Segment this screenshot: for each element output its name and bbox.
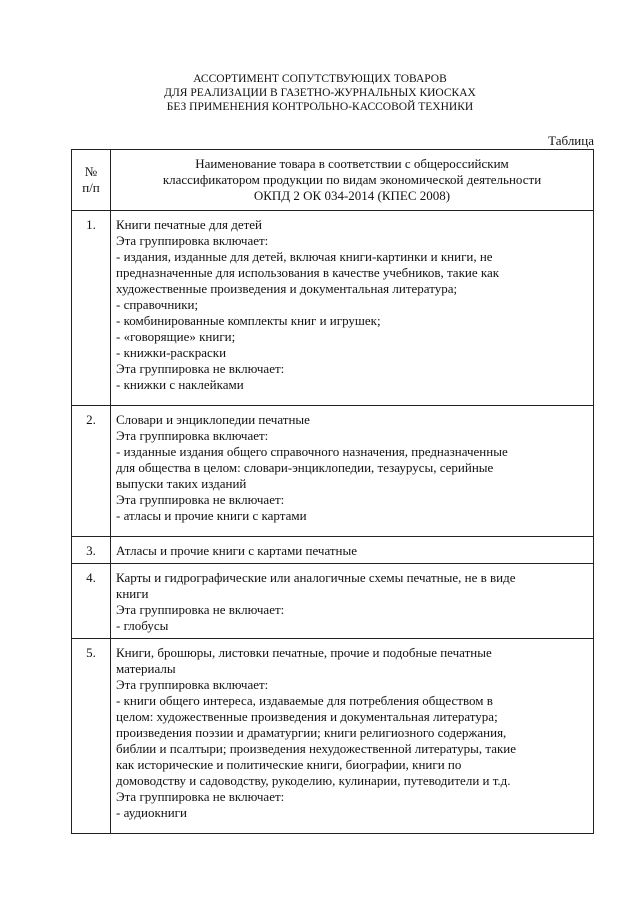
description-line: произведения поэзии и драматургии; книги религиозного содержания,: [116, 725, 507, 740]
row-description: [111, 406, 594, 537]
row-number: 2.: [72, 406, 111, 537]
header-num-label: п/п: [82, 180, 100, 195]
header-name-cell: [111, 150, 594, 211]
document-title: [0, 72, 640, 114]
description-line: домоводству и садоводству, рукоделию, кулинарии, путеводители и т.д.: [116, 773, 511, 788]
assortment-table: [71, 149, 594, 834]
description-line: - комбинированные комплекты книг и игрушек;: [116, 313, 381, 328]
table-row: [72, 406, 594, 537]
description-line: - аудиокниги: [116, 805, 187, 820]
description-line: книги: [116, 586, 149, 601]
row-number: 5.: [72, 639, 111, 834]
title-line-3: БЕЗ ПРИМЕНЕНИЯ КОНТРОЛЬНО-КАССОВОЙ ТЕХНИКИ: [166, 101, 474, 113]
title-line-2: ДЛЯ РЕАЛИЗАЦИИ В ГАЗЕТНО-ЖУРНАЛЬНЫХ КИОСКАХ: [164, 87, 476, 99]
description-line: - справочники;: [116, 297, 199, 312]
description-line: - изданные издания общего справочного назначения, предназначенные: [116, 444, 508, 459]
description-line: для общества в целом: словари-энциклопедии, тезаурусы, серийные: [116, 460, 494, 475]
description-line: художественные произведения и документальная литература;: [116, 281, 458, 296]
description-line: предназначенные для использования в качестве учебников, такие как: [116, 265, 500, 280]
description-line: Книги, брошюры, листовки печатные, прочие и подобные печатные: [116, 645, 492, 660]
row-description: [111, 639, 594, 834]
description-line: Эта группировка не включает:: [116, 789, 285, 804]
header-name-line: классификатором продукции по видам экономической деятельности: [162, 172, 542, 187]
description-line: как исторические и политические книги, биографии, книги по: [116, 757, 462, 772]
description-line: - «говорящие» книги;: [116, 329, 236, 344]
description-line: Книги печатные для детей: [116, 217, 263, 232]
table-row: [72, 564, 594, 639]
description-line: - издания, изданные для детей, включая книги-картинки и книги, не: [116, 249, 493, 264]
description-line: Эта группировка не включает:: [116, 361, 285, 376]
description-line: - атласы и прочие книги с картами: [116, 508, 307, 523]
description-line: материалы: [116, 661, 176, 676]
row-description: [111, 211, 594, 406]
table-row: [72, 639, 594, 834]
table-row: [72, 211, 594, 406]
row-number: 3.: [72, 537, 111, 564]
header-name-line: Наименование товара в соответствии с общероссийским: [195, 156, 509, 171]
row-description: [111, 564, 594, 639]
description-line: Эта группировка включает:: [116, 233, 269, 248]
table-row: [72, 537, 594, 564]
table-label: Таблица: [548, 133, 594, 148]
header-num-symbol: №: [84, 164, 98, 179]
description-line: Эта группировка включает:: [116, 677, 269, 692]
description-line: выпуски таких изданий: [116, 476, 247, 491]
description-line: Эта группировка не включает:: [116, 492, 285, 507]
table-header-row: [72, 150, 594, 211]
description-line: - книги общего интереса, издаваемые для потребления обществом в: [116, 693, 493, 708]
header-num-cell: [72, 150, 111, 211]
description-line: Словари и энциклопедии печатные: [116, 412, 310, 427]
description-line: Карты и гидрографические или аналогичные схемы печатные, не в виде: [116, 570, 516, 585]
description-line: библии и псалтыри; произведения нехудожественной литературы, такие: [116, 741, 517, 756]
row-number: 4.: [72, 564, 111, 639]
row-description: [111, 537, 594, 564]
description-line: Эта группировка включает:: [116, 428, 269, 443]
row-number: 1.: [72, 211, 111, 406]
description-line: - книжки-раскраски: [116, 345, 227, 360]
description-line: - глобусы: [116, 618, 169, 633]
description-line: целом: художественные произведения и документальная литература;: [116, 709, 498, 724]
description-line: Атласы и прочие книги с картами печатные: [116, 543, 358, 558]
description-line: - книжки с наклейками: [116, 377, 244, 392]
header-name-line: ОКПД 2 ОК 034-2014 (КПЕС 2008): [253, 188, 451, 203]
title-line-1: АССОРТИМЕНТ СОПУТСТВУЮЩИХ ТОВАРОВ: [193, 73, 447, 85]
description-line: Эта группировка не включает:: [116, 602, 285, 617]
